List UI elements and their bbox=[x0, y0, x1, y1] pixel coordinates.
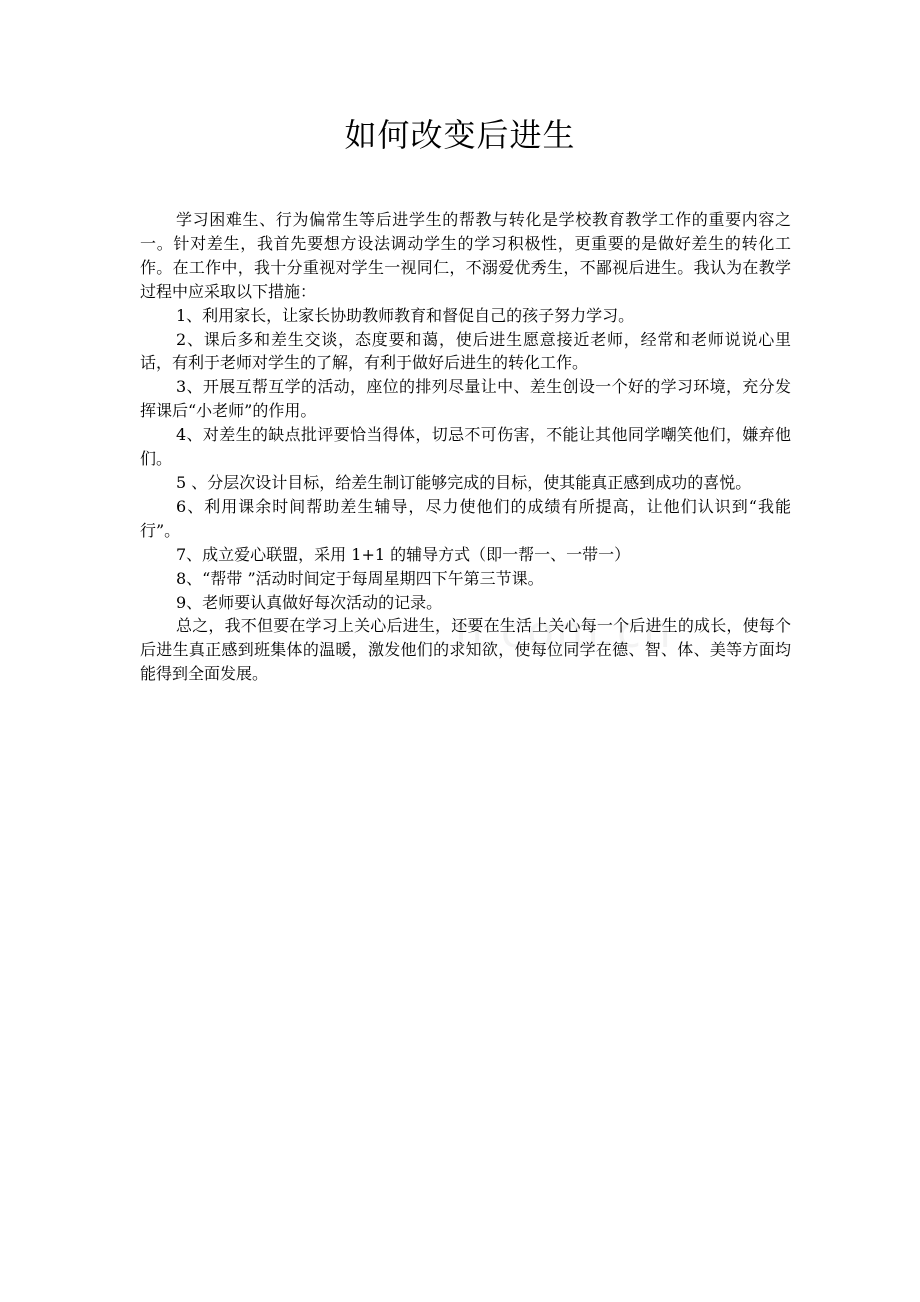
document-title: 如何改变后进生 bbox=[344, 116, 576, 154]
paragraph-intro: 学习困难生、行为偏常生等后进学生的帮教与转化是学校教育教学工作的重要内容之一。针对差生，我首先要想方设法调动学生的学习积极性，更重要的是做好差生的转化工作。在工作中，我十分重视对学生一视同仁，不溺爱优秀生，不鄙视后进生。我认为在教学过程中应采取以下措施： bbox=[140, 210, 791, 301]
paragraph-item-3: 3、开展互帮互学的活动，座位的排列尽量让中、差生创设一个好的学习环境，充分发挥课后“小老师”的作用。 bbox=[140, 377, 791, 421]
paragraph-item-9: 9、老师要认真做好每次活动的记录。 bbox=[176, 592, 443, 612]
paragraph-item-4: 4、对差生的缺点批评要恰当得体，切忌不可伤害，不能让其他同学嘲笑他们，嫌弃他们。 bbox=[140, 425, 791, 469]
paragraph-conclusion: 总之，我不但要在学习上关心后进生，还要在生活上关心每一个后进生的成长，使每个后进生真正感到班集体的温暖，激发他们的求知欲，使每位同学在德、智、体、美等方面均能得到全面发展。 bbox=[140, 616, 791, 684]
paragraph-item-5: 5 、分层次设计目标，给差生制订能够完成的目标，使其能真正感到成功的喜悦。 bbox=[176, 472, 752, 492]
paragraph-item-2: 2、课后多和差生交谈，态度要和蔼，使后进生愿意接近老师，经常和老师说说心里话，有利于老师对学生的了解，有利于做好后进生的转化工作。 bbox=[140, 329, 791, 373]
document-body bbox=[140, 208, 791, 686]
paragraph-item-6: 6、利用课余时间帮助差生辅导，尽力使他们的成绩有所提高，让他们认识到“我能行”。 bbox=[140, 496, 791, 540]
paragraph-item-7: 7、成立爱心联盟，采用 1+1 的辅导方式（即一帮一、一带一） bbox=[176, 544, 631, 564]
paragraph-item-1: 1、利用家长，让家长协助教师教育和督促自己的孩子努力学习。 bbox=[176, 305, 635, 325]
paragraph-item-8: 8、“帮带 ”活动时间定于每周星期四下午第三节课。 bbox=[176, 568, 544, 588]
